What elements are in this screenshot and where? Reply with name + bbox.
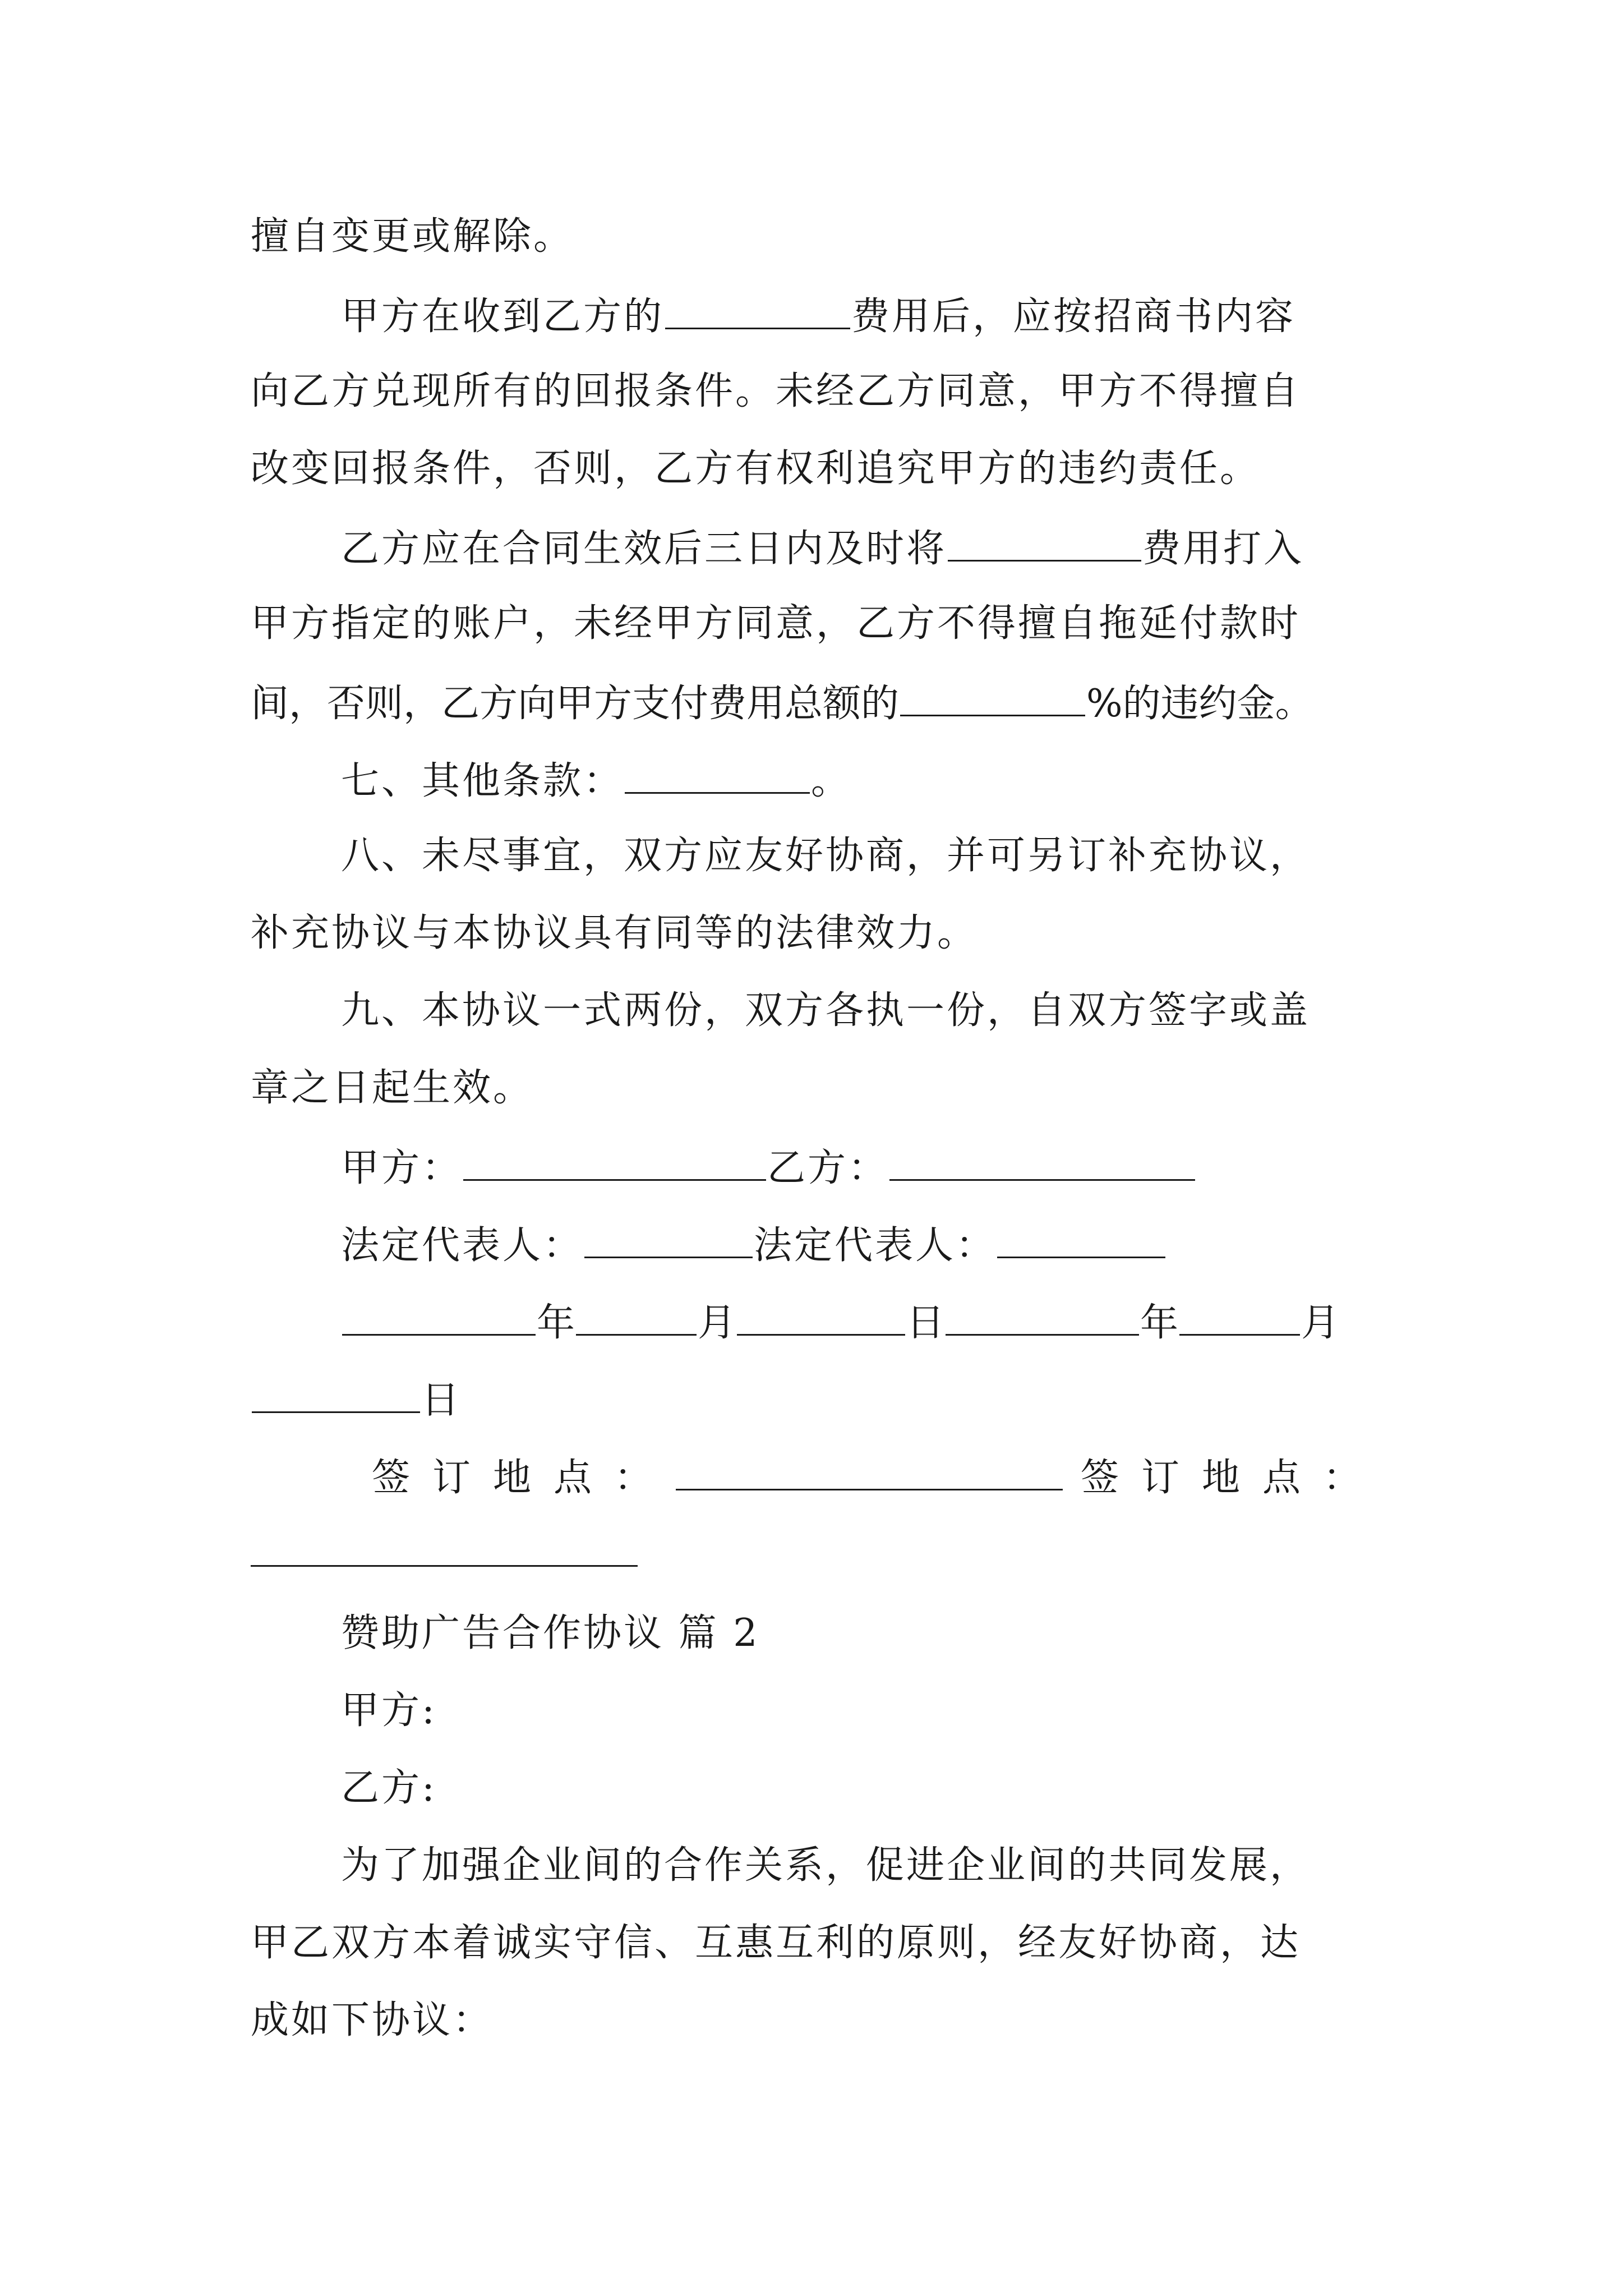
date-line-continued <box>251 1378 460 1423</box>
date-line <box>341 1301 1340 1345</box>
representative-b-label: 法定代表人： <box>754 1223 997 1268</box>
paragraph-line <box>251 214 574 259</box>
signing-place-line <box>372 1456 1384 1500</box>
party-b-label: 乙方： <box>767 1146 889 1190</box>
paragraph-line <box>251 369 1301 413</box>
signing-place-b-blank <box>251 1565 638 1567</box>
party-a-label: 甲方: <box>341 1688 437 1733</box>
fill-in-blank <box>665 295 850 329</box>
signing-place-b-label: 签订地点： <box>1081 1456 1384 1500</box>
paragraph-line <box>251 1066 534 1110</box>
text: 七、其他条款： <box>341 759 624 803</box>
text: %的违约金。 <box>1086 682 1313 726</box>
signature-representative-line <box>341 1223 1166 1268</box>
paragraph-line <box>251 601 1301 646</box>
text: 费用后，应按招商书内容 <box>851 295 1296 339</box>
text: 八、未尽事宜，双方应友好协商，并可另订补充协议， <box>341 834 1311 878</box>
paragraph-line <box>341 988 1311 1033</box>
fill-in-blank <box>625 760 810 794</box>
day-label: 日 <box>906 1301 945 1345</box>
party-a-blank <box>463 1147 766 1181</box>
month-blank <box>1179 1301 1300 1336</box>
year-label: 年 <box>537 1301 575 1345</box>
paragraph-line <box>341 1843 1311 1888</box>
text: 。 <box>811 759 852 803</box>
day-label: 日 <box>421 1378 460 1423</box>
paragraph-line <box>341 834 1311 878</box>
year-blank <box>342 1301 536 1336</box>
paragraph-line <box>251 911 978 955</box>
year-blank <box>946 1301 1139 1336</box>
text: 乙方应在合同生效后三日内及时将 <box>341 527 947 571</box>
month-label: 月 <box>698 1301 736 1345</box>
fill-in-blank <box>900 682 1085 716</box>
paragraph-line <box>251 682 1313 726</box>
party-line <box>341 1688 437 1733</box>
paragraph-line <box>341 295 1296 339</box>
text: 甲方在收到乙方的 <box>341 295 665 339</box>
party-b-label: 乙方: <box>341 1766 437 1810</box>
signing-place-a-label: 签订地点： <box>372 1456 675 1500</box>
day-blank <box>252 1379 420 1413</box>
signature-party-line <box>341 1147 1196 1188</box>
text: 向乙方兑现所有的回报条件。未经乙方同意，甲方不得擅自 <box>251 369 1301 413</box>
fill-in-blank <box>948 527 1141 562</box>
heading-text: 赞助广告合作协议 篇 2 <box>341 1611 760 1655</box>
party-b-blank <box>889 1147 1195 1181</box>
text: 甲方指定的账户，未经甲方同意，乙方不得擅自拖延付款时 <box>251 601 1301 646</box>
representative-a-label: 法定代表人： <box>341 1223 584 1268</box>
paragraph-line <box>251 1921 1301 1965</box>
text: 费用打入 <box>1142 527 1304 571</box>
year-label: 年 <box>1140 1301 1179 1345</box>
text: 甲乙双方本着诚实守信、互惠互利的原则，经友好协商，达 <box>251 1921 1301 1965</box>
section-heading <box>341 1611 760 1655</box>
text: 章之日起生效。 <box>251 1066 534 1110</box>
signing-place-a-blank <box>676 1456 1063 1490</box>
text: 间，否则，乙方向甲方支付费用总额的 <box>251 682 900 726</box>
text: 为了加强企业间的合作关系，促进企业间的共同发展， <box>341 1843 1311 1888</box>
paragraph-line <box>341 759 852 803</box>
month-blank <box>576 1301 697 1336</box>
paragraph-line <box>251 1998 494 2042</box>
paragraph-line <box>251 447 1261 491</box>
representative-b-blank <box>997 1224 1165 1258</box>
party-line <box>341 1766 437 1810</box>
paragraph-line <box>341 527 1304 571</box>
day-blank <box>737 1301 905 1336</box>
text: 成如下协议： <box>251 1998 494 2042</box>
text: 九、本协议一式两份，双方各执一份，自双方签字或盖 <box>341 988 1311 1033</box>
text: 改变回报条件，否则，乙方有权利追究甲方的违约责任。 <box>251 447 1261 491</box>
text: 补充协议与本协议具有同等的法律效力。 <box>251 911 978 955</box>
representative-a-blank <box>584 1224 753 1258</box>
party-a-label: 甲方： <box>341 1146 463 1190</box>
text: 擅自变更或解除。 <box>251 214 574 259</box>
month-label: 月 <box>1301 1301 1340 1345</box>
